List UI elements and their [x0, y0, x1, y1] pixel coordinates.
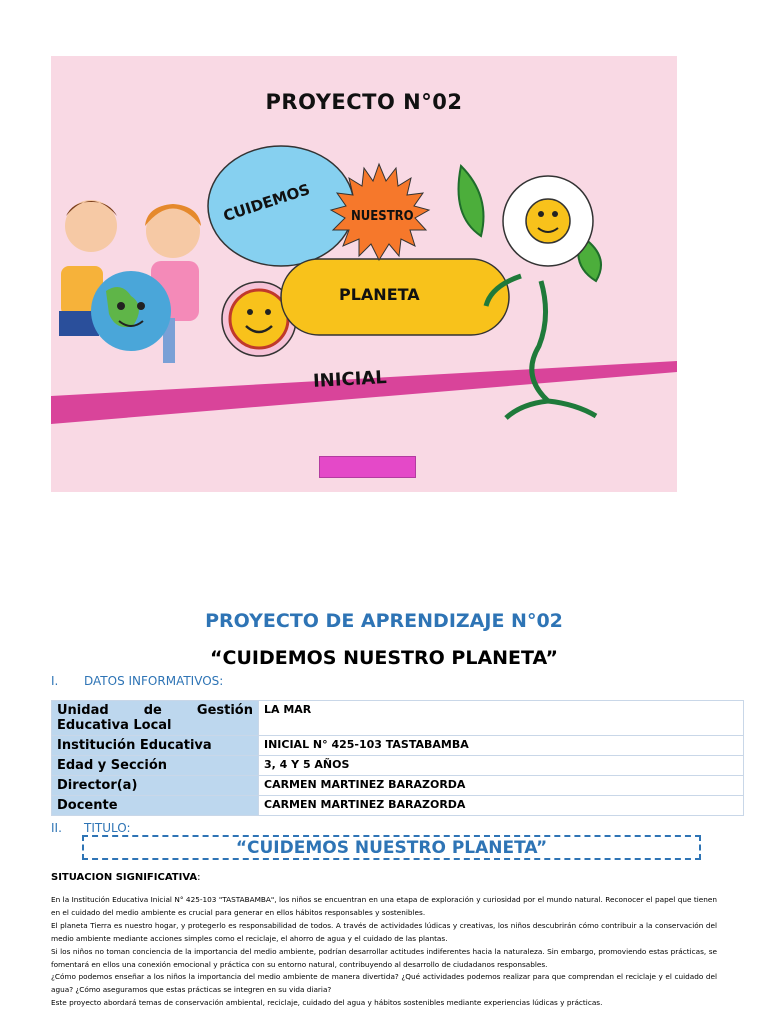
section-titulo [51, 821, 131, 835]
paragraph: En la Institución Educativa Inicial N° 425-103 "TASTABAMBA", los niños se encuentran en una etapa de exploración y curiosidad por el mundo natural. Reconocer el papel que tienen en el cuidado del medio ambiente es crucial para generar en ellos hábitos responsables y sostenibles. [51, 895, 717, 917]
paragraph: Si los niños no toman conciencia de la importancia del medio ambiente, podrían desarrollar actitudes indiferentes hacia la naturaleza. Sin embargo, promoviendo estas prácticas, se fomentará en ellos una conexión emocional y práctica con su entorno natural, contribuyendo al desarrollo de ciudadanos responsables. [51, 946, 717, 969]
info-table [51, 700, 744, 816]
table-row [52, 736, 744, 756]
cover-pink-button[interactable] [319, 456, 416, 478]
table-value-cell: 3, 4 Y 5 AÑOS [259, 756, 744, 776]
table-key-word: de [143, 703, 162, 718]
table-key-word: Unidad [57, 703, 109, 718]
table-key-cell: Edad y Sección [52, 756, 259, 776]
table-key-cell: Director(a) [52, 776, 259, 796]
document-subtitle: “CUIDEMOS NUESTRO PLANETA” [210, 647, 558, 669]
table-row [52, 756, 744, 776]
table-value-cell: LA MAR [259, 701, 744, 736]
situation-text [51, 894, 717, 1010]
table-row [52, 796, 744, 816]
table-key-cell [52, 701, 259, 736]
children-illustration [59, 200, 201, 363]
paragraph: El planeta Tierra es nuestro hogar, y protegerlo es responsabilidad de todos. A través de actividades lúdicas y creativas, los niños descubrirán cómo contribuir a la conservación del medio ambiente mediante acciones simples como el reciclaje, el ahorro de agua y el cuidado de las plantas. [51, 920, 717, 943]
section-number: II. [51, 821, 62, 835]
paragraph: Este proyecto abordará temas de conservación ambiental, reciclaje, cuidado del agua y hábitos sostenibles mediante experiencias lúdicas y prácticas. [51, 998, 603, 1008]
document-title: PROYECTO DE APRENDIZAJE N°02 [205, 610, 563, 632]
table-key-word: Gestión [196, 703, 253, 718]
table-row [52, 776, 744, 796]
table-value-cell: CARMEN MARTINEZ BARAZORDA [259, 776, 744, 796]
table-key-word: Educativa Local [57, 718, 172, 733]
table-value-cell: INICIAL N° 425-103 TASTABAMBA [259, 736, 744, 756]
cover-title: PROYECTO N°02 [265, 90, 463, 114]
cover-word-nuestro: NUESTRO [351, 209, 414, 224]
table-key-cell: Institución Educativa [52, 736, 259, 756]
cover-illustration [51, 56, 677, 492]
table-value-cell: CARMEN MARTINEZ BARAZORDA [259, 796, 744, 816]
cover-word-inicial: INICIAL [312, 367, 388, 392]
situation-label: SITUACION SIGNIFICATIVA [51, 872, 198, 883]
section-datos-informativos [51, 674, 223, 688]
paragraph: ¿Cómo podemos enseñar a los niños la importancia del medio ambiente de manera divertida? ¿Qué actividades podemos realizar para que comprendan el reciclaje y el cuidado del agua? ¿Cómo aseguramos que estas prácticas se integren en su vida diaria? [51, 972, 717, 995]
table-row [52, 701, 744, 736]
table-key-cell: Docente [52, 796, 259, 816]
situation-heading [51, 872, 201, 883]
section-label: DATOS INFORMATIVOS: [84, 674, 224, 688]
situation-colon: : [197, 872, 201, 883]
project-title-box: “CUIDEMOS NUESTRO PLANETA” [82, 835, 701, 860]
cover-image [51, 56, 677, 492]
section-label: TITULO: [84, 821, 131, 835]
cover-word-cuidemos: CUIDEMOS [221, 180, 313, 226]
cover-word-planeta: PLANETA [339, 285, 420, 304]
section-number: I. [51, 674, 59, 688]
